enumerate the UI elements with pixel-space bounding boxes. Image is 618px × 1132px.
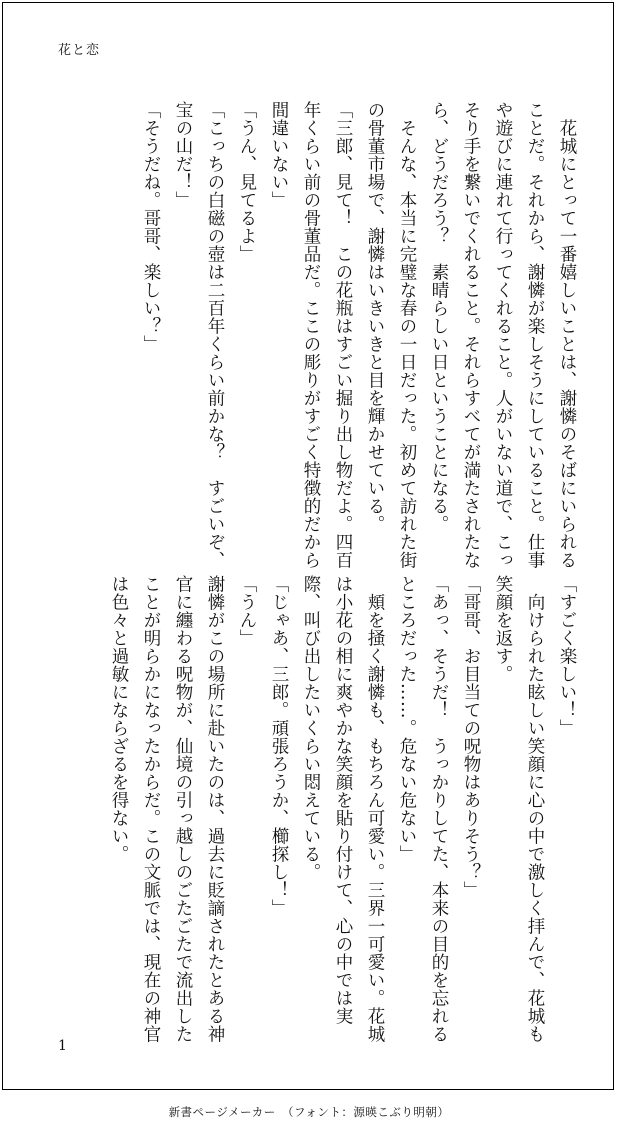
paragraph: 向けられた眩しい笑顔に心の中で激しく拝んで、花城も笑顔を返す。 [493,575,545,1043]
dialogue-line: 「うん」 [237,575,257,647]
dialogue-line: 「あっ、そうだ！ うっかりしてた、本来の目的を忘れるところだった……。危ない危ない」 [397,575,449,1043]
page-title: 花と恋 [58,43,101,58]
paragraph: 謝憐がこの場所に赴いたのは、過去に貶謫されたとある神官に纏わる呪物が、仙境の引っ越しのごたごたで流出したことが明らかになったからだ。この文脈では、現在の神官は色々と過敏にならざるを得ない。 [109,575,225,1043]
page-number: 1 [58,1038,67,1054]
dialogue-line: 「こっちの白磁の壺は二百年くらい前かな？ すごいぞ、宝の山だ！」 [173,101,225,569]
dialogue-line: 「三郎、見て！ この花瓶はすごい掘り出し物だよ。四百年くらい前の骨董品だ。ここの彫りがすごく特徴的だから間違いない」 [269,101,353,569]
dialogue-line: 「哥哥、お目当ての呪物はありそう？」 [461,575,481,899]
footer-credit: 新書ページメーカー （フォント：源暎こぶり明朝） [168,1105,450,1119]
paragraph: 花城にとって一番嬉しいことは、謝憐のそばにいられることだ。それから、謝憐が楽しそうにしていること。仕事や遊びに連れて行ってくれること。人がいない道で、こっそり手を繋いでくれること。それらすべてが満たされたなら、どうだろう？ 素晴らしい日ということになる。 [429,101,577,569]
paragraph: そんな、本当に完璧な春の一日だった。初めて訪れた街の骨董市場で、謝憐はいきいきと目を輝かせている。 [365,101,417,569]
book-page [2,2,614,1090]
dialogue-line: 「うん、見てるよ」 [237,101,257,263]
paragraph: 頬を掻く謝憐も、もちろん可愛い。三界一可愛い。花城は小花の相に爽やかな笑顔を貼り付けて、心の中では実際、叫び出したいくらい悶えている。 [301,575,385,1043]
dialogue-line: 「じゃあ、三郎。頑張ろうか、櫛探し！」 [269,575,289,917]
upper-text-block [35,101,583,571]
lower-text-block [35,575,583,1045]
dialogue-line: 「そうだね。哥哥、楽しい？」 [141,101,161,353]
dialogue-line: 「すごく楽しい！」 [557,575,577,737]
